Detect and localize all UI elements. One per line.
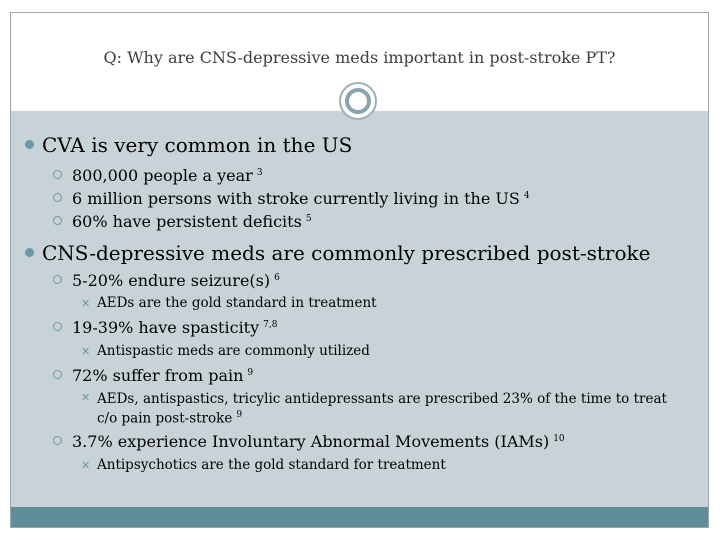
sub-sub-bullet bbox=[81, 457, 446, 473]
hollow-circle-bullet-icon bbox=[53, 370, 62, 379]
bullet-text: 72% suffer from pain bbox=[72, 366, 244, 385]
bullet-text: Antipsychotics are the gold standard for treatment bbox=[97, 457, 446, 473]
bullet-text: 800,000 people a year bbox=[72, 166, 253, 185]
hollow-circle-bullet-icon bbox=[53, 216, 62, 225]
sub-bullet bbox=[53, 271, 280, 290]
bullet-text: CNS-depressive meds are commonly prescribed post-stroke bbox=[42, 241, 651, 265]
sub-bullet bbox=[53, 212, 312, 231]
hollow-circle-bullet-icon bbox=[53, 170, 62, 179]
sub-sub-bullet bbox=[81, 343, 370, 359]
hollow-circle-bullet-icon bbox=[53, 193, 62, 202]
wrapped-bullet-body bbox=[97, 391, 677, 427]
bullet-text: 19-39% have spasticity bbox=[72, 318, 260, 337]
bullet-text: 60% have persistent deficits bbox=[72, 212, 302, 231]
hollow-circle-bullet-icon bbox=[53, 436, 62, 445]
sub-bullet bbox=[53, 318, 277, 337]
citation-ref: 9 bbox=[236, 410, 243, 420]
sub-sub-bullet bbox=[81, 295, 377, 311]
citation-ref: 6 bbox=[274, 272, 280, 283]
filled-circle-bullet-icon bbox=[25, 248, 34, 257]
footer-bar bbox=[11, 507, 708, 527]
content-area bbox=[11, 111, 708, 509]
bullet-text: 3.7% experience Involuntary Abnormal Movements (IAMs) bbox=[72, 432, 550, 451]
citation-ref: 3 bbox=[256, 167, 263, 178]
ring-ornament-icon bbox=[339, 82, 377, 120]
citation-ref: 5 bbox=[305, 213, 312, 224]
citation-ref: 7,8 bbox=[263, 319, 278, 330]
bullet-text: 6 million persons with stroke currently living in the US bbox=[72, 189, 520, 208]
hollow-circle-bullet-icon bbox=[53, 275, 62, 284]
x-mark-bullet-icon: ✕ bbox=[81, 345, 91, 358]
sub-bullet bbox=[53, 189, 530, 208]
hollow-circle-bullet-icon bbox=[53, 322, 62, 331]
sub-sub-bullet bbox=[81, 391, 677, 427]
bullet-text: AEDs are the gold standard in treatment bbox=[97, 295, 377, 311]
bullet-text: CVA is very common in the US bbox=[42, 133, 353, 157]
x-mark-bullet-icon: ✕ bbox=[81, 459, 91, 472]
x-mark-bullet-icon: ✕ bbox=[81, 297, 91, 310]
sub-bullet bbox=[53, 432, 565, 451]
bullet-text: 5-20% endure seizure(s) bbox=[72, 271, 271, 290]
slide bbox=[10, 12, 709, 528]
sub-bullet bbox=[53, 166, 263, 185]
bullet-1 bbox=[25, 133, 352, 157]
bullet-text: Antispastic meds are commonly utilized bbox=[97, 343, 370, 359]
citation-ref: 10 bbox=[553, 433, 565, 444]
x-mark-bullet-icon: ✕ bbox=[81, 391, 91, 404]
citation-ref: 9 bbox=[247, 367, 254, 378]
bullet-text: AEDs, antispastics, tricylic antidepressants are prescribed 23% of the time to treat c/o pain post-stroke bbox=[97, 391, 667, 427]
slide-title: Q: Why are CNS-depressive meds important in post-stroke PT? bbox=[103, 48, 616, 67]
bullet-2 bbox=[25, 241, 650, 265]
filled-circle-bullet-icon bbox=[25, 140, 34, 149]
sub-bullet bbox=[53, 366, 253, 385]
citation-ref: 4 bbox=[523, 190, 530, 201]
